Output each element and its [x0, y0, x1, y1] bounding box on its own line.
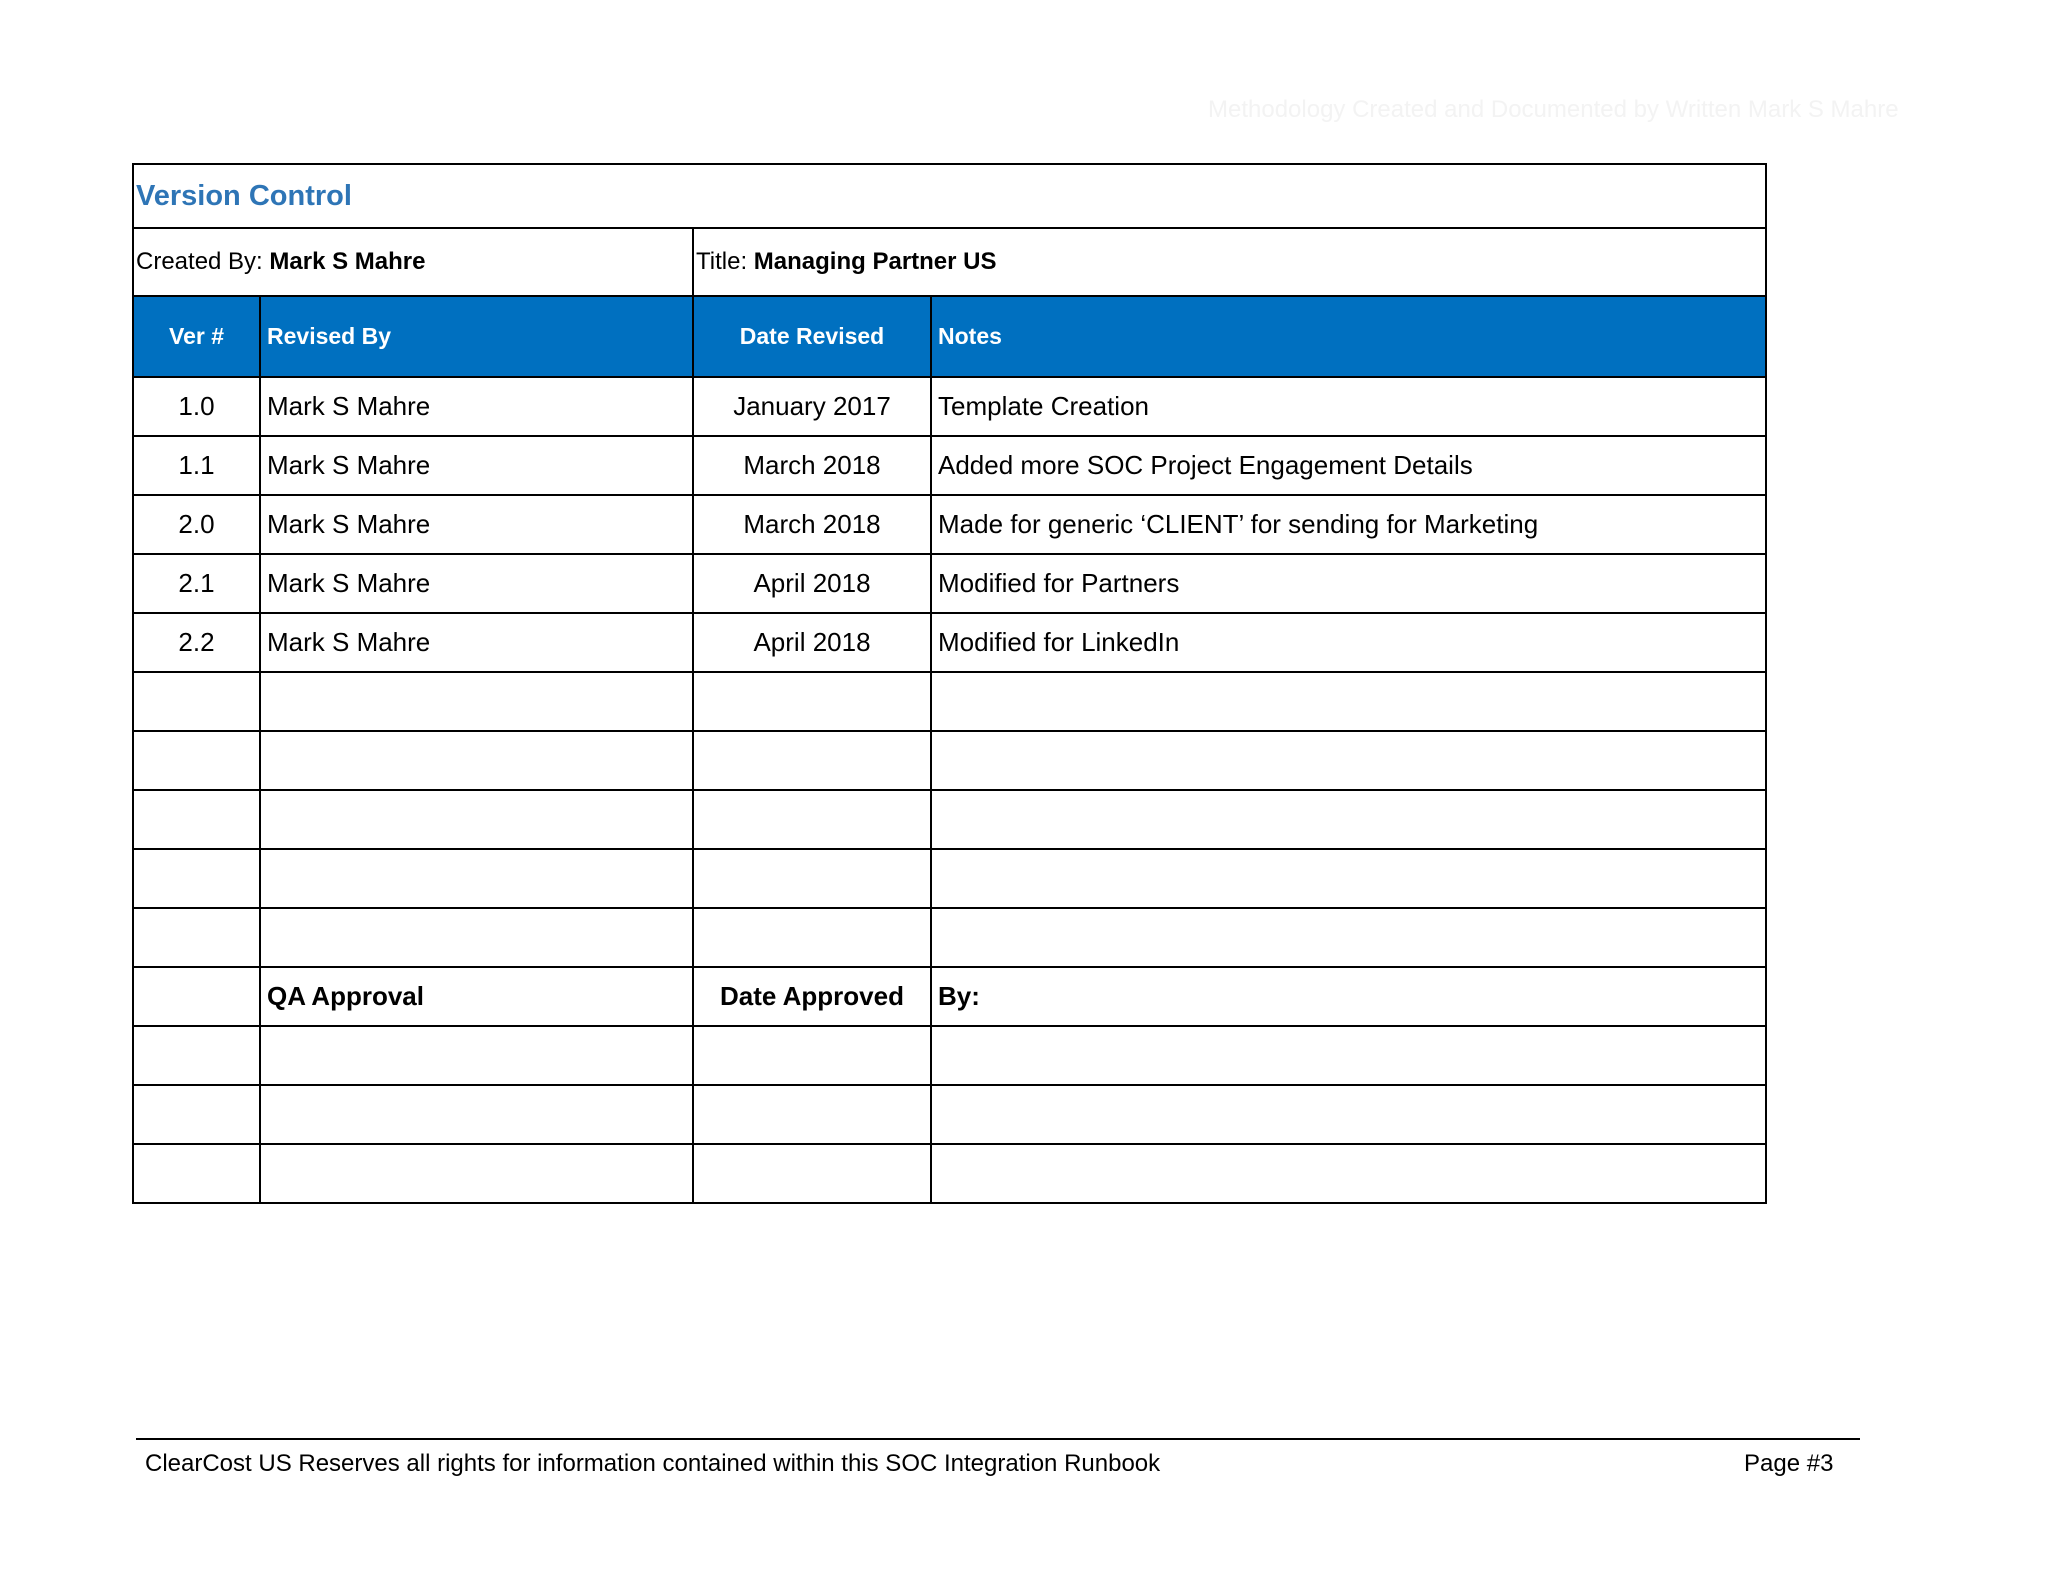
- empty-row: [133, 790, 1766, 849]
- empty-cell: [931, 1085, 1766, 1144]
- cell-ver: 2.0: [133, 495, 260, 554]
- empty-row: [133, 672, 1766, 731]
- cell-date: April 2018: [693, 613, 931, 672]
- qa-approval-row: [133, 967, 1766, 1026]
- empty-cell: [931, 672, 1766, 731]
- cell-date: April 2018: [693, 554, 931, 613]
- cell-revised-by: Mark S Mahre: [260, 436, 693, 495]
- empty-cell: [133, 1026, 260, 1085]
- cell-notes: Added more SOC Project Engagement Details: [931, 436, 1766, 495]
- date-approved-label: Date Approved: [693, 967, 931, 1026]
- cell-revised-by: Mark S Mahre: [260, 554, 693, 613]
- empty-cell: [931, 1144, 1766, 1203]
- empty-cell: [260, 908, 693, 967]
- empty-cell: [133, 731, 260, 790]
- cell-notes: Modified for Partners: [931, 554, 1766, 613]
- cell-notes: Template Creation: [931, 377, 1766, 436]
- header-row: [133, 296, 1766, 377]
- table-row: [133, 554, 1766, 613]
- cell-notes: Made for generic ‘CLIENT’ for sending for Marketing: [931, 495, 1766, 554]
- header-date-revised: Date Revised: [693, 296, 931, 377]
- empty-cell: [133, 1085, 260, 1144]
- empty-row: [133, 1144, 1766, 1203]
- empty-row: [133, 908, 1766, 967]
- empty-row: [133, 1026, 1766, 1085]
- empty-cell: [931, 790, 1766, 849]
- table-row: [133, 436, 1766, 495]
- empty-cell: [693, 672, 931, 731]
- author-title-cell: [693, 228, 1766, 296]
- empty-cell: [693, 849, 931, 908]
- created-by-label: Created By:: [136, 248, 263, 275]
- cell-ver: 2.1: [133, 554, 260, 613]
- footer-rights-text: ClearCost US Reserves all rights for information contained within this SOC Integration Runbook: [145, 1450, 1161, 1477]
- cell-ver: 2.2: [133, 613, 260, 672]
- cell-revised-by: Mark S Mahre: [260, 495, 693, 554]
- empty-cell: [931, 731, 1766, 790]
- empty-row: [133, 1085, 1766, 1144]
- meta-row: [133, 228, 1766, 296]
- empty-cell: [931, 908, 1766, 967]
- header-notes: Notes: [931, 296, 1766, 377]
- qa-approval-label: QA Approval: [260, 967, 693, 1026]
- empty-cell: [260, 1144, 693, 1203]
- empty-cell: [693, 1144, 931, 1203]
- created-by-cell: [133, 228, 693, 296]
- cell-notes: Modified for LinkedIn: [931, 613, 1766, 672]
- title-label: Title:: [696, 248, 748, 275]
- title-value: Managing Partner US: [753, 248, 997, 275]
- created-by-value: Mark S Mahre: [269, 248, 426, 275]
- table-row: [133, 613, 1766, 672]
- empty-cell: [133, 790, 260, 849]
- empty-cell: [260, 849, 693, 908]
- empty-cell: [133, 1144, 260, 1203]
- footer-divider: [136, 1438, 1860, 1440]
- empty-cell: [260, 1026, 693, 1085]
- empty-row: [133, 849, 1766, 908]
- cell-revised-by: Mark S Mahre: [260, 613, 693, 672]
- cell-date: March 2018: [693, 495, 931, 554]
- header-ver: Ver #: [133, 296, 260, 377]
- empty-cell: [931, 849, 1766, 908]
- empty-row: [133, 731, 1766, 790]
- table-row: [133, 377, 1766, 436]
- cell-ver: 1.1: [133, 436, 260, 495]
- empty-cell: [693, 908, 931, 967]
- table-row: [133, 495, 1766, 554]
- empty-cell: [260, 672, 693, 731]
- empty-cell: [133, 849, 260, 908]
- cell-revised-by: Mark S Mahre: [260, 377, 693, 436]
- empty-cell: [693, 1026, 931, 1085]
- empty-cell: [260, 790, 693, 849]
- page-number: Page #3: [1744, 1450, 1834, 1477]
- empty-cell: [260, 731, 693, 790]
- cell-ver: 1.0: [133, 377, 260, 436]
- cell-date: January 2017: [693, 377, 931, 436]
- empty-cell: [693, 1085, 931, 1144]
- empty-cell: [693, 790, 931, 849]
- version-control-table: [132, 163, 1767, 1204]
- watermark-text: Methodology Created and Documented by Written Mark S Mahre: [1208, 96, 1899, 123]
- header-revised-by: Revised By: [260, 296, 693, 377]
- empty-cell: [133, 672, 260, 731]
- cell-date: March 2018: [693, 436, 931, 495]
- approved-by-label: By:: [931, 967, 1766, 1026]
- table-title: Version Control: [133, 164, 1766, 228]
- empty-cell: [133, 908, 260, 967]
- empty-cell: [260, 1085, 693, 1144]
- empty-cell: [931, 1026, 1766, 1085]
- empty-cell: [693, 731, 931, 790]
- empty-cell: [133, 967, 260, 1026]
- table-title-row: [133, 164, 1766, 228]
